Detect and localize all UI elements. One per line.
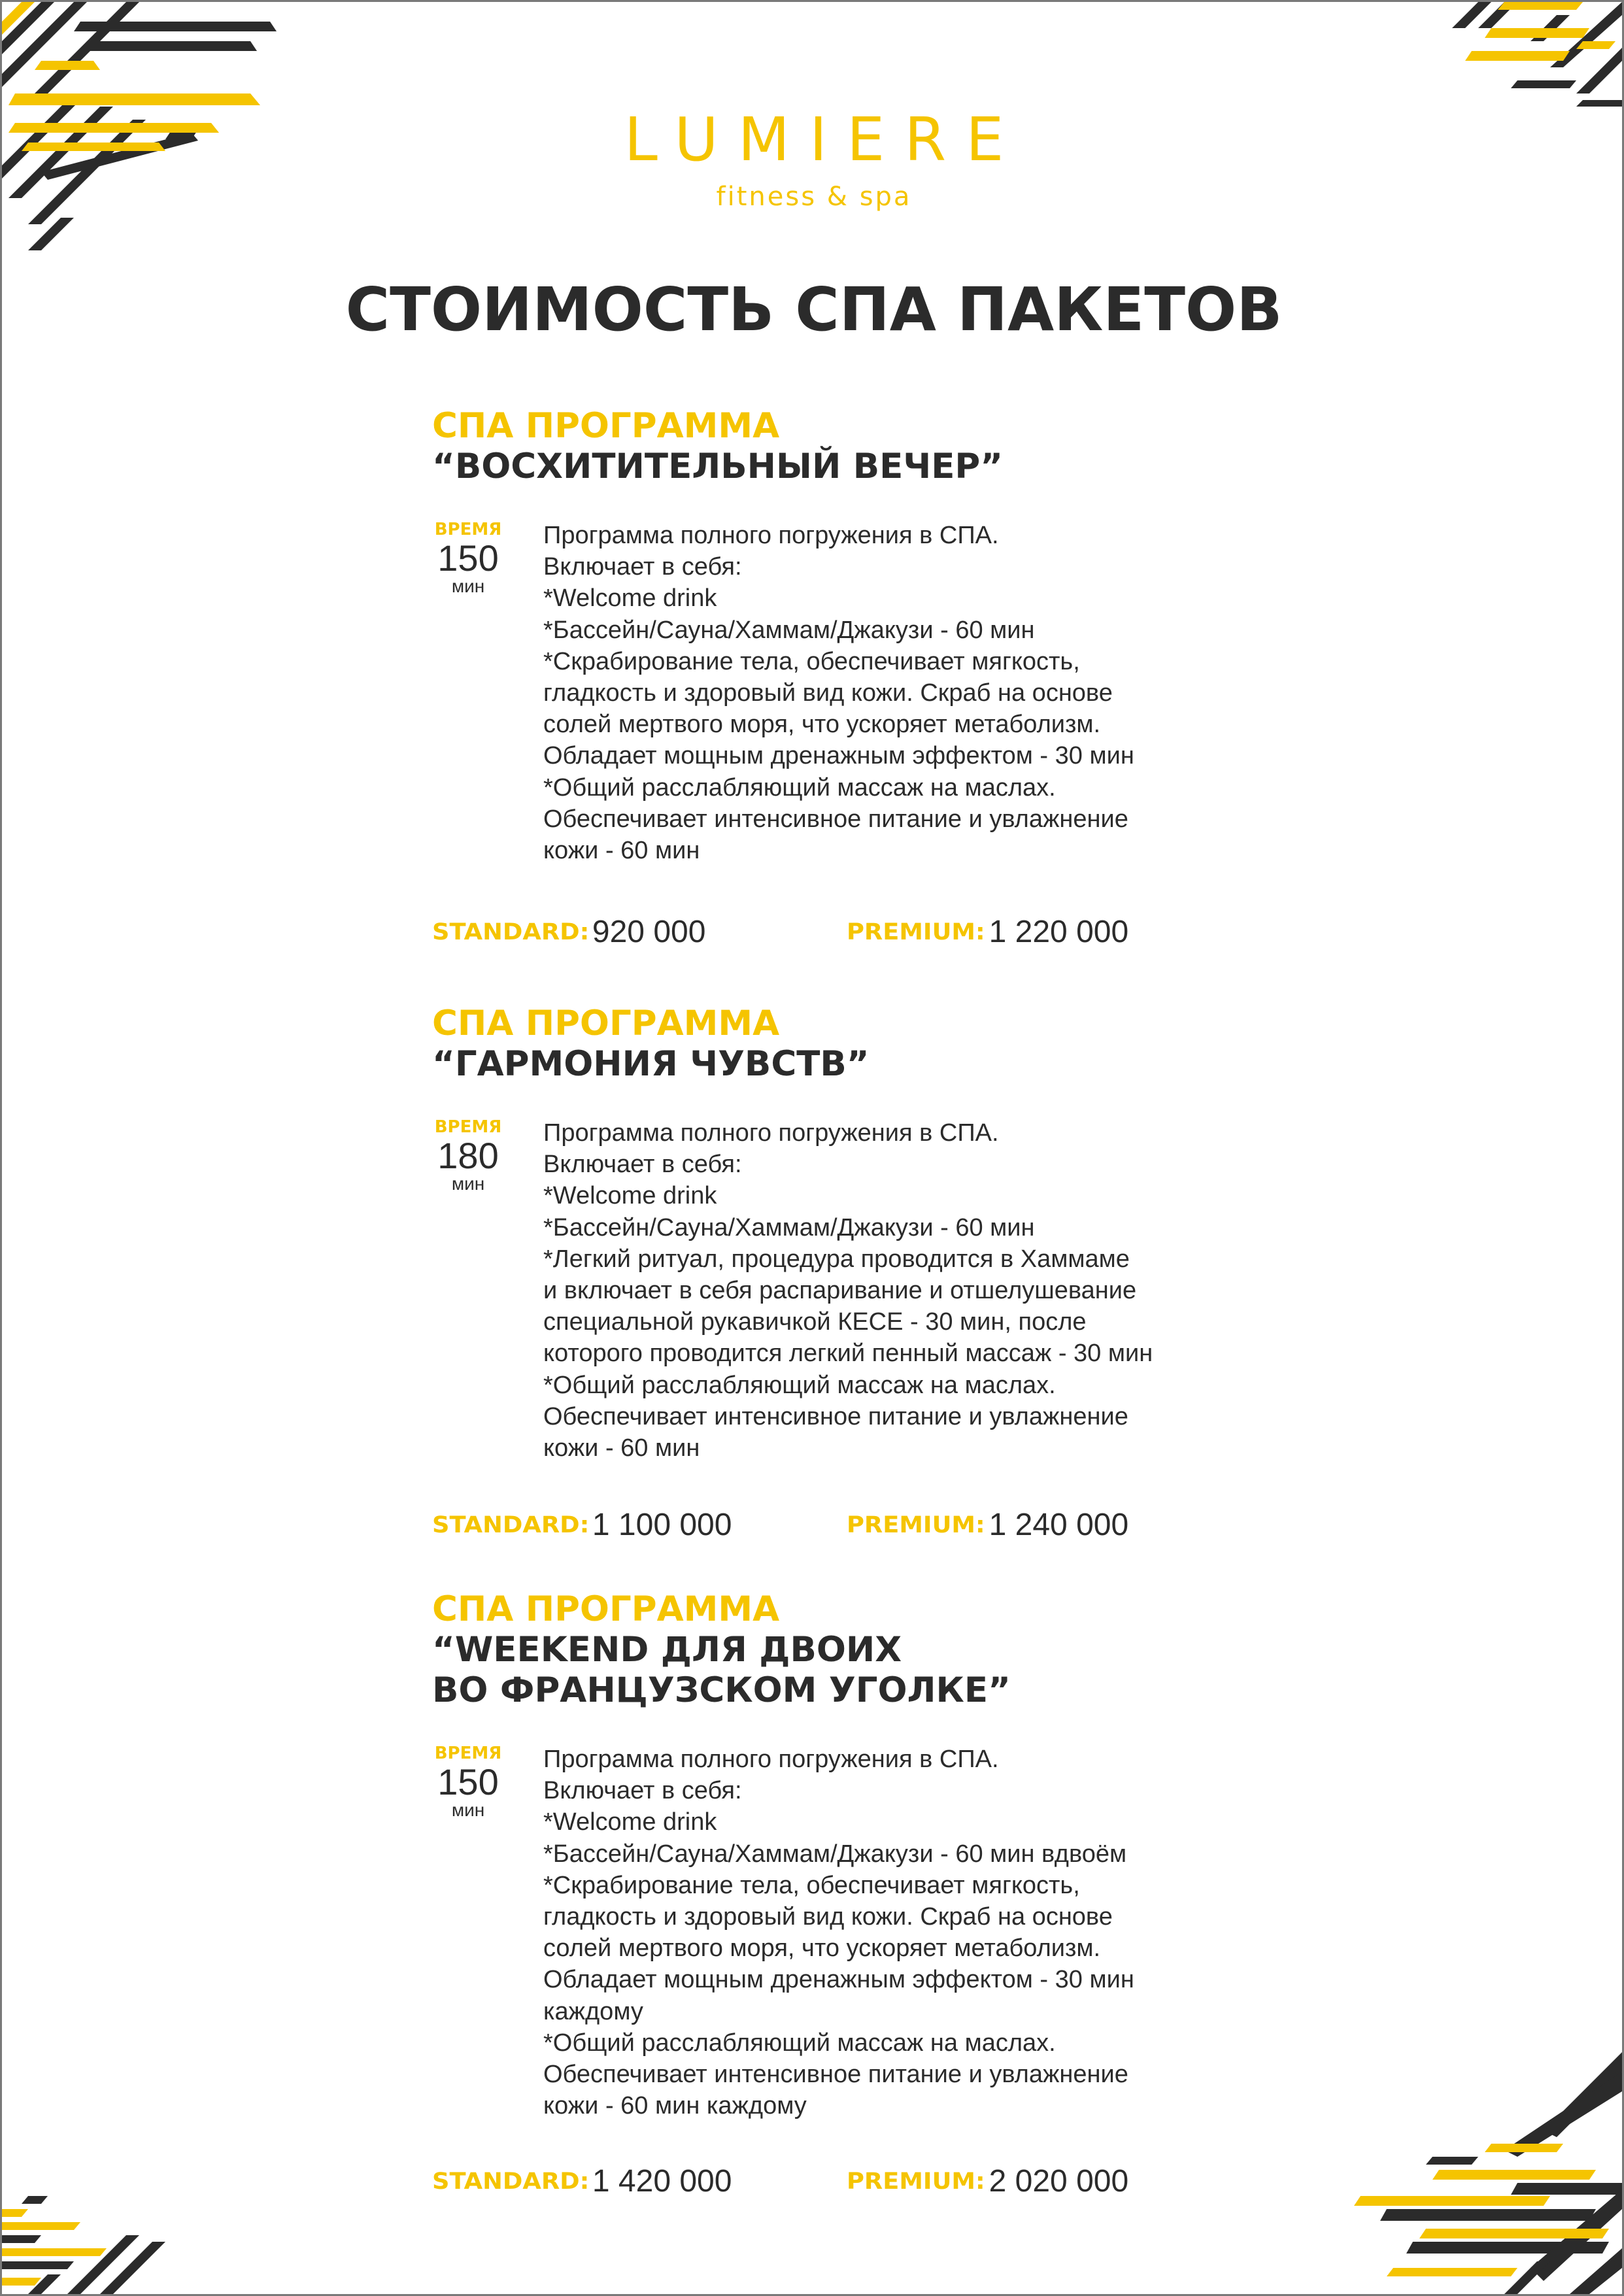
corner-pattern-bottom-right [1347, 2046, 1622, 2294]
program-description: Программа полного погружения в СПА. Включает в себя: *Welcome drink *Бассейн/Сауна/Хаммам/Джакузи - 60 мин *Легкий ритуал, процедура проводится в Хаммаме и включает в себя распаривание и отшелушевание специальной рукавичкой КЕСЕ - 30 мин, после которого проводится легкий пенный массаж - 30 мин *Общий расслабляющий массаж на маслах. Обеспечивает интенсивное питание и увлажнение кожи - 60 мин [543, 1119, 1153, 1462]
standard-value: 1 100 000 [592, 1508, 732, 1543]
standard-value: 920 000 [592, 915, 706, 950]
duration-label: ВРЕМЯ [434, 1744, 502, 1763]
standard-price [432, 914, 705, 950]
premium-value: 2 020 000 [989, 2164, 1129, 2199]
program-name-line-1: “WEEKEND ДЛЯ ДВОИХ [432, 1630, 902, 1670]
duration-value: 180 [437, 1135, 499, 1176]
standard-value: 1 420 000 [592, 2164, 732, 2199]
premium-label: PREMIUM: [847, 919, 985, 945]
program-prices [432, 914, 1282, 953]
spa-program-3 [432, 1589, 1282, 2203]
premium-price [847, 2163, 1128, 2199]
premium-price [847, 914, 1128, 950]
program-name: “ВОСХИТИТЕЛЬНЫЙ ВЕЧЕР” [432, 447, 1004, 486]
duration-label: ВРЕМЯ [434, 520, 502, 539]
premium-label: PREMIUM: [847, 2168, 985, 2195]
duration-unit: мин [451, 576, 485, 596]
corner-pattern-bottom-left [2, 2170, 172, 2294]
program-prices [432, 2163, 1282, 2203]
standard-label: STANDARD: [432, 2168, 590, 2195]
premium-price [847, 1507, 1128, 1543]
brand-tagline: fitness & spa [716, 182, 912, 212]
duration-unit: мин [451, 1173, 485, 1194]
program-name: “ГАРМОНИЯ ЧУВСТВ” [432, 1044, 870, 1084]
standard-price [432, 1507, 732, 1543]
premium-value: 1 220 000 [989, 915, 1129, 950]
brand-logo-name: LUMIERE [624, 105, 1024, 175]
premium-label: PREMIUM: [847, 1511, 985, 1538]
program-duration [432, 1744, 504, 1819]
page-title: СТОИМОСТЬ СПА ПАКЕТОВ [345, 275, 1283, 345]
duration-value: 150 [437, 1761, 499, 1802]
corner-pattern-top-right [1452, 2, 1622, 107]
standard-price [432, 2163, 732, 2199]
program-label: СПА ПРОГРАММА [432, 1589, 780, 1629]
duration-unit: мин [451, 1800, 485, 1820]
spa-program-1 [432, 406, 1282, 953]
program-duration [432, 520, 504, 596]
program-description: Программа полного погружения в СПА. Включает в себя: *Welcome drink *Бассейн/Сауна/Хаммам/Джакузи - 60 мин вдвоём *Скрабирование тела, обеспечивает мягкость, гладкость и здоровый вид кожи. Скраб на основе солей мертвого моря, что ускоряет метаболизм. Обладает мощным дренажным эффектом - 30 мин каждому *Общий расслабляющий массаж на маслах. Обеспечивает интенсивное питание и увлажнение кожи - 60 мин каждому [543, 1746, 1134, 2120]
duration-label: ВРЕМЯ [434, 1117, 502, 1137]
standard-label: STANDARD: [432, 919, 590, 945]
program-name-line-2: ВО ФРАНЦУЗСКОМ УГОЛКЕ” [432, 1670, 1011, 1710]
program-duration [432, 1117, 504, 1193]
program-prices [432, 1507, 1282, 1546]
standard-label: STANDARD: [432, 1511, 590, 1538]
spa-program-2 [432, 1004, 1282, 1546]
program-label: СПА ПРОГРАММА [432, 1004, 780, 1043]
premium-value: 1 240 000 [989, 1508, 1129, 1543]
duration-value: 150 [437, 537, 499, 579]
program-label: СПА ПРОГРАММА [432, 406, 780, 446]
program-description: Программа полного погружения в СПА. Включает в себя: *Welcome drink *Бассейн/Сауна/Хаммам/Джакузи - 60 мин *Скрабирование тела, обеспечивает мягкость, гладкость и здоровый вид кожи. Скраб на основе солей мертвого моря, что ускоряет метаболизм. Обладает мощным дренажным эффектом - 30 мин *Общий расслабляющий массаж на маслах. Обеспечивает интенсивное питание и увлажнение кожи - 60 мин [543, 522, 1134, 865]
